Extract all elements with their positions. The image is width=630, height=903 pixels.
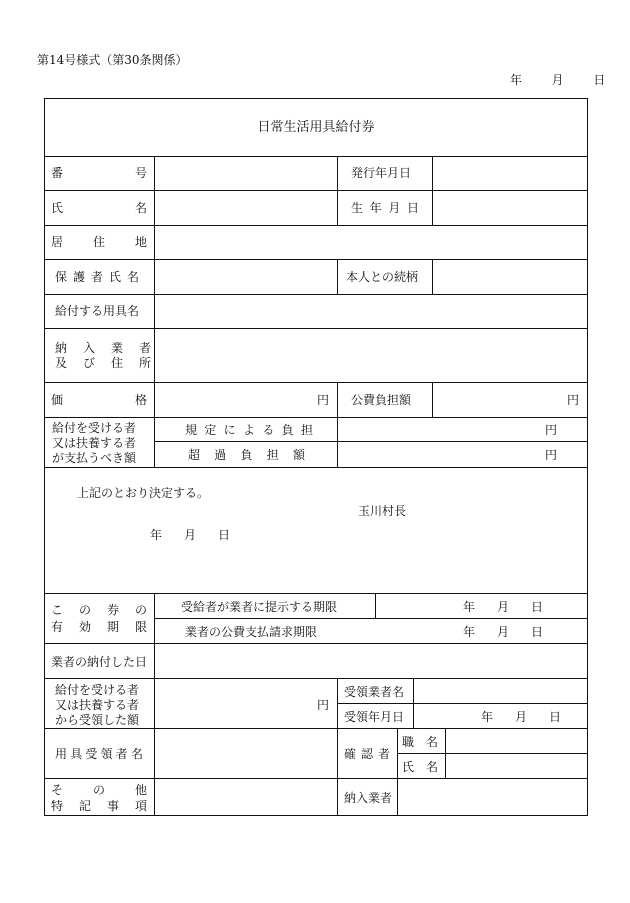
claim-deadline-date: 年 月 日: [463, 625, 544, 639]
label-receipt-date: 受領年月日: [344, 710, 405, 724]
label-person-name: 氏名: [402, 760, 438, 774]
receipt-date-value: 年 月 日: [481, 710, 562, 724]
label-guardian: 保護者氏名: [55, 270, 139, 284]
label-price: 価格: [51, 393, 147, 407]
decision-text: 上記のとおり決定する。: [77, 486, 210, 500]
label-name: 氏名: [51, 201, 147, 215]
label-excess-burden: 超過負担額: [188, 448, 305, 462]
header-year: 年: [510, 73, 523, 87]
label-received-1: 給付を受ける者: [55, 683, 140, 697]
label-supplier-1: 納入業者: [55, 341, 151, 355]
excess-burden-yen: 円: [545, 448, 558, 462]
header-day: 日: [593, 73, 606, 87]
price-yen: 円: [317, 393, 330, 407]
label-receiving-supplier: 受領業者名: [344, 685, 405, 699]
label-validity-2: 有効期限: [51, 620, 147, 634]
label-number: 番号: [51, 166, 147, 180]
label-received-2: 又は扶養する者: [55, 698, 140, 712]
decision-date: 年 月 日: [150, 528, 231, 542]
label-payer-3: が支払うべき額: [52, 451, 137, 465]
label-claim-deadline: 業者の公費支払請求期限: [185, 625, 318, 639]
label-receiver-name: 用具受領者名: [55, 747, 143, 761]
header-date: [510, 71, 605, 88]
label-supplier-2: 及び住所: [55, 356, 151, 370]
form-title: 日常生活用具給付券: [257, 120, 375, 135]
field-number[interactable]: [160, 166, 330, 180]
form-number: 第14号様式（第30条関係）: [37, 53, 188, 67]
label-validity-1: この券の: [51, 603, 147, 617]
label-rule-burden: 規定による負担: [185, 423, 313, 437]
label-delivery-supplier: 納入業者: [344, 791, 393, 805]
header-month: 月: [551, 73, 564, 87]
label-other-2: 特記事項: [51, 799, 147, 813]
rule-burden-yen: 円: [545, 423, 558, 437]
label-relation: 本人との続柄: [346, 270, 419, 284]
label-confirmer: 確認者: [344, 747, 390, 761]
label-post: 職名: [402, 735, 438, 749]
label-issue-date: 発行年月日: [351, 166, 412, 180]
label-present-deadline: 受給者が業者に提示する期限: [181, 600, 338, 614]
label-payer-1: 給付を受ける者: [52, 421, 137, 435]
label-item: 給付する用具名: [55, 304, 140, 318]
label-payer-2: 又は扶養する者: [52, 436, 137, 450]
label-delivery-date: 業者の納付した日: [51, 655, 148, 669]
public-burden-yen: 円: [567, 393, 580, 407]
present-deadline-date: 年 月 日: [463, 600, 544, 614]
label-address: 居住地: [51, 235, 147, 249]
label-birth-date: 生年月日: [351, 201, 419, 215]
label-received-3: から受領した額: [55, 713, 140, 727]
label-other-1: その他: [51, 783, 147, 797]
received-yen: 円: [317, 698, 330, 712]
mayor-title: 玉川村長: [358, 504, 407, 518]
label-public-burden: 公費負担額: [351, 393, 412, 407]
